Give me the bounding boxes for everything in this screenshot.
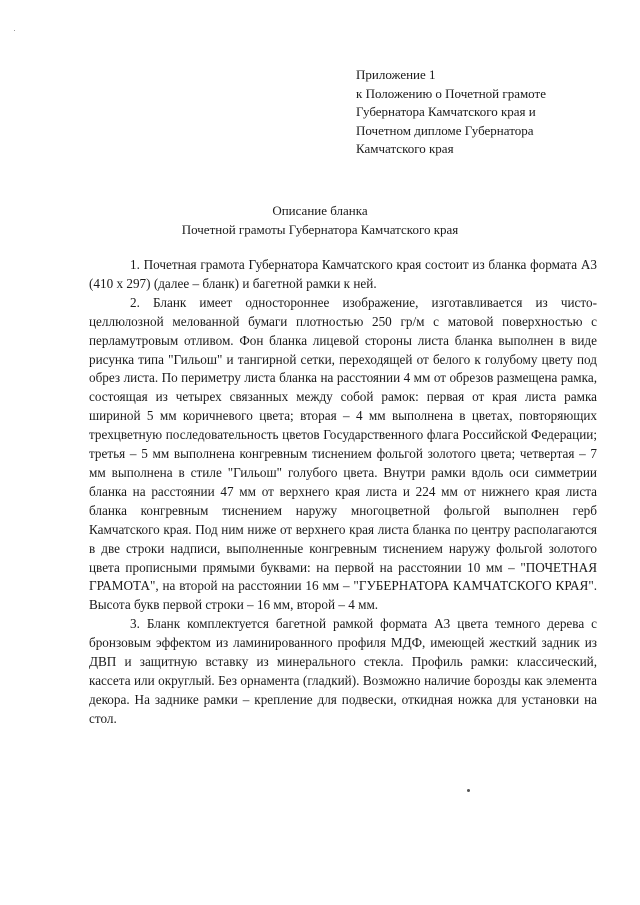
appendix-line: Губернатора Камчатского края и	[356, 104, 536, 119]
appendix-line: Камчатского края	[356, 141, 454, 156]
appendix-line: к Положению о Почетной грамоте	[356, 85, 546, 101]
document-title	[0, 202, 640, 239]
paragraph-2: 2. Бланк имеет одностороннее изображение, изготавливается из чисто-целлюлозной мелованной бумаги плотностью 250 гр/м с матовой поверхностью с перламутровым отливом. Фон бланка лицевой стороны листа бланка выполнен в виде рисунка типа "Гильош" и тангирной сетки, переходящей от белого к голубому цвету под обрез листа. По периметру листа бланка на расстоянии 4 мм от обрезов размещена рамка, состоящая из четырех связанных между собой рамок: первая от края листа рамка шириной 5 мм коричневого цвета; вторая – 4 мм выполнена в цветах, повторяющих трехцветную последовательность цветов Государственного флага Российской Федерации; третья – 5 мм выполнена конгревным тиснением фольгой золотого цвета; четвертая – 7 мм выполнена в стиле "Гильош" голубого цвета. Внутри рамки вдоль оси симметрии бланка на расстоянии 47 мм от верхнего края листа и 224 мм от нижнего края листа бланка конгревным тиснением наружу многоцветной фольгой выполнен герб Камчатского края. Под ним ниже от верхнего края листа бланка по центру располагаются в две строки надписи, выполненные конгревным тиснением наружу фольгой золотого цвета прописными прямыми буквами: на первой на расстоянии 10 мм – "ПОЧЕТНАЯ ГРАМОТА", на второй на расстоянии 16 мм – "ГУБЕРНАТОРА КАМЧАТСКОГО КРАЯ". Высота букв первой строки – 16 мм, второй – 4 мм.	[89, 294, 597, 613]
document-body	[89, 256, 597, 729]
title-line-2: Почетной грамоты Губернатора Камчатского края	[181, 221, 459, 237]
appendix-line: Почетном дипломе Губернатора	[356, 122, 534, 138]
title-line-1: Описание бланка	[272, 203, 368, 218]
scan-speck	[14, 30, 15, 31]
paragraph-3: 3. Бланк комплектуется багетной рамкой формата А3 цвета темного дерева с бронзовым эффектом из ламинированного профиля МДФ, имеющей жесткий задник из ДВП и защитную вставку из минерального стекла. Профиль рамки: классический, кассета или округлый. Без орнамента (гладкий). Возможно наличие борозды как элемента декора. На заднике рамки – крепление для подвески, откидная ножка для установки на стол.	[89, 616, 597, 726]
paragraph-1: 1. Почетная грамота Губернатора Камчатского края состоит из бланка формата А3 (410 х 297) (далее – бланк) и багетной рамки к ней.	[89, 257, 597, 291]
appendix-line: Приложение 1	[356, 67, 436, 82]
appendix-header	[356, 66, 626, 159]
page-mark	[467, 789, 470, 792]
